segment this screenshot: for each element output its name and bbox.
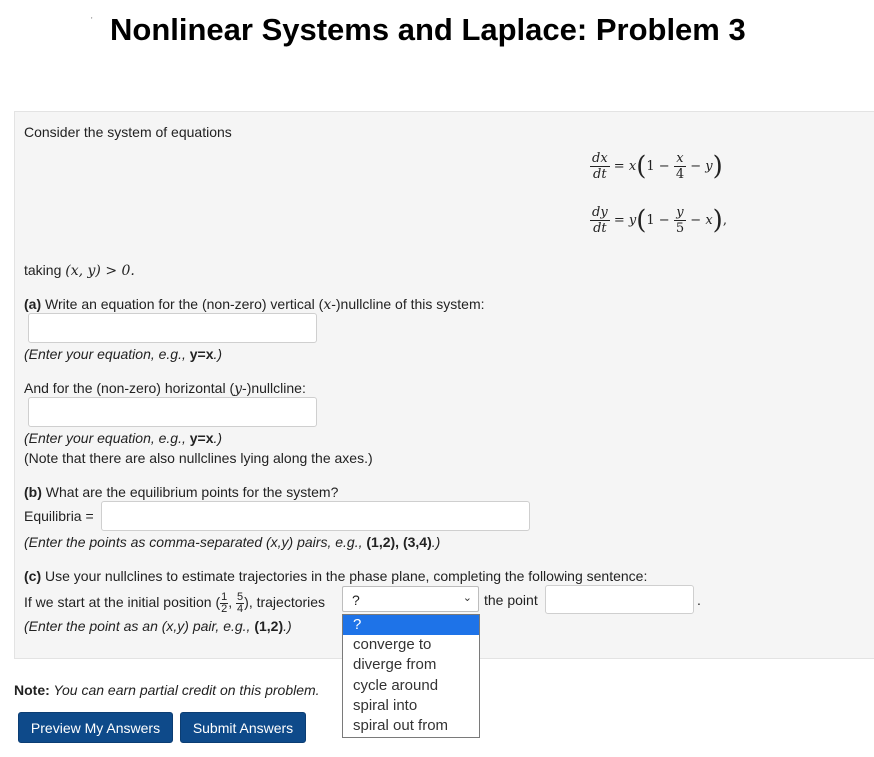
page-title: Nonlinear Systems and Laplace: Problem 3 — [110, 12, 746, 47]
axes-nullcline-note: (Note that there are also nullclines lying along the axes.) — [24, 450, 373, 466]
horizontal-nullcline-question: And for the (non-zero) horizontal (y-)nullcline: — [24, 380, 306, 397]
the-point-label: the point — [484, 592, 538, 608]
part-b-question: (b) What are the equilibrium points for the system? — [24, 484, 339, 500]
part-c-question: (c) Use your nullclines to estimate trajectories in the phase plane, completing the following sentence: — [24, 568, 648, 584]
point-input[interactable] — [545, 585, 694, 614]
part-a-question: (a) Write an equation for the (non-zero) vertical (x-)nullcline of this system: — [24, 296, 485, 313]
horizontal-nullcline-input[interactable] — [28, 397, 317, 427]
chevron-down-icon: ⌄ — [462, 592, 472, 604]
partial-credit-note: Note: You can earn partial credit on this problem. — [14, 682, 320, 698]
option-cycle-around[interactable]: cycle around — [353, 676, 439, 694]
submit-answers-button[interactable]: Submit Answers — [180, 712, 306, 743]
preview-answers-button[interactable]: Preview My Answers — [18, 712, 173, 743]
option-converge-to[interactable]: converge to — [353, 636, 432, 654]
equilibria-label: Equilibria = — [24, 508, 94, 524]
vertical-nullcline-input[interactable] — [28, 313, 317, 343]
option-question[interactable]: ? — [343, 615, 479, 635]
option-spiral-out-from[interactable]: spiral out from — [353, 716, 449, 734]
option-spiral-into[interactable]: spiral into — [353, 696, 418, 714]
stray-mark: ' — [91, 16, 93, 25]
equation-dy: $\frac{dy}{dt}$ = y(1 − $\frac{y}{5}$ − x), — [592, 205, 727, 236]
part-a-hint-2: (Enter your equation, e.g., y=x.) — [24, 430, 223, 446]
part-c-hint: (Enter the point as an (x,y) pair, e.g., (1,2).) — [24, 618, 292, 634]
sentence-period: . — [697, 592, 701, 608]
option-diverge-from[interactable]: diverge from — [353, 656, 437, 674]
taking-text: taking (x, y) > 0. — [24, 262, 135, 279]
trajectory-dropdown-list — [342, 614, 480, 738]
equation-dx: $\frac{dx}{dt}$ = x(1 − $\frac{x}{4}$ − y) — [592, 151, 723, 182]
part-b-hint: (Enter the points as comma-separated (x,y) pairs, e.g., (1,2), (3,4).) — [24, 534, 441, 550]
intro-text: Consider the system of equations — [24, 124, 232, 140]
part-c-sentence: If we start at the initial position ( $\frac{1}{2}$ , $\frac{5}{4}$ ), trajectories — [24, 591, 326, 615]
equilibria-input[interactable] — [101, 501, 530, 531]
part-a-hint: (Enter your equation, e.g., y=x.) — [24, 346, 223, 362]
trajectory-select[interactable]: ? ⌄ — [342, 586, 479, 612]
